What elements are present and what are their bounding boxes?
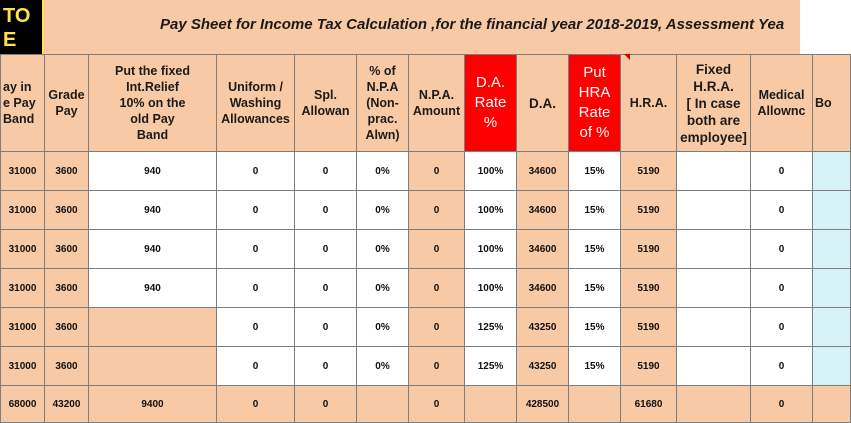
- cell-da[interactable]: 34600: [517, 269, 569, 308]
- cell-grade-pay[interactable]: 3600: [45, 230, 89, 269]
- cell-bonus[interactable]: [813, 347, 851, 386]
- total-uniform-washing: 0: [217, 386, 295, 423]
- cell-grade-pay[interactable]: 3600: [45, 152, 89, 191]
- cell-grade-pay[interactable]: 3600: [45, 347, 89, 386]
- cell-bonus[interactable]: [813, 230, 851, 269]
- cell-da-rate[interactable]: 125%: [465, 308, 517, 347]
- cell-pay-band[interactable]: 31000: [1, 230, 45, 269]
- col-npa-amount: N.P.A. Amount: [409, 55, 465, 152]
- cell-uniform-washing[interactable]: 0: [217, 269, 295, 308]
- title-band: [0, 0, 800, 55]
- cell-fixed-hra[interactable]: [677, 152, 751, 191]
- col-npa-percent: % of N.P.A (Non- prac. Alwn): [357, 55, 409, 152]
- cell-medical-allowance[interactable]: 0: [751, 308, 813, 347]
- cell-npa-percent[interactable]: 0%: [357, 308, 409, 347]
- total-int-relief: 9400: [89, 386, 217, 423]
- cell-spl-allowance[interactable]: 0: [295, 269, 357, 308]
- total-grade-pay: 43200: [45, 386, 89, 423]
- table-row: [1, 191, 851, 230]
- back-to-home-button[interactable]: [0, 0, 44, 54]
- cell-hra[interactable]: 5190: [621, 230, 677, 269]
- cell-npa-percent[interactable]: 0%: [357, 191, 409, 230]
- cell-pay-band[interactable]: 31000: [1, 269, 45, 308]
- total-spl-allowance: 0: [295, 386, 357, 423]
- cell-da-rate[interactable]: 100%: [465, 230, 517, 269]
- cell-int-relief[interactable]: 940: [89, 269, 217, 308]
- cell-medical-allowance[interactable]: 0: [751, 230, 813, 269]
- total-hra-rate: [569, 386, 621, 423]
- comment-marker: [624, 54, 630, 60]
- cell-fixed-hra[interactable]: [677, 230, 751, 269]
- cell-int-relief[interactable]: 940: [89, 191, 217, 230]
- table-row: [1, 152, 851, 191]
- cell-hra-rate[interactable]: 15%: [569, 191, 621, 230]
- cell-da-rate[interactable]: 100%: [465, 191, 517, 230]
- total-fixed-hra: [677, 386, 751, 423]
- cell-int-relief[interactable]: 940: [89, 230, 217, 269]
- cell-uniform-washing[interactable]: 0: [217, 308, 295, 347]
- table-row: [1, 347, 851, 386]
- total-pay-band: 68000: [1, 386, 45, 423]
- cell-npa-amount[interactable]: 0: [409, 269, 465, 308]
- cell-hra[interactable]: 5190: [621, 347, 677, 386]
- col-da-rate: D.A. Rate %: [465, 55, 517, 152]
- cell-fixed-hra[interactable]: [677, 347, 751, 386]
- cell-da-rate[interactable]: 100%: [465, 152, 517, 191]
- cell-hra-rate[interactable]: 15%: [569, 269, 621, 308]
- col-hra-rate: Put HRA Rate of %: [569, 55, 621, 152]
- cell-spl-allowance[interactable]: 0: [295, 308, 357, 347]
- cell-medical-allowance[interactable]: 0: [751, 191, 813, 230]
- total-bonus: [813, 386, 851, 423]
- cell-da-rate[interactable]: 100%: [465, 269, 517, 308]
- cell-hra-rate[interactable]: 15%: [569, 230, 621, 269]
- header-row: [1, 55, 851, 152]
- total-npa-percent: [357, 386, 409, 423]
- table-row: [1, 269, 851, 308]
- cell-spl-allowance[interactable]: 0: [295, 191, 357, 230]
- cell-fixed-hra[interactable]: [677, 308, 751, 347]
- col-uniform-washing: Uniform / Washing Allowances: [217, 55, 295, 152]
- cell-da[interactable]: 34600: [517, 152, 569, 191]
- cell-hra[interactable]: 5190: [621, 269, 677, 308]
- col-hra: H.R.A.: [621, 55, 677, 152]
- cell-npa-percent[interactable]: 0%: [357, 152, 409, 191]
- cell-pay-band[interactable]: 31000: [1, 347, 45, 386]
- total-medical-allowance: 0: [751, 386, 813, 423]
- cell-spl-allowance[interactable]: 0: [295, 230, 357, 269]
- col-da: D.A.: [517, 55, 569, 152]
- cell-fixed-hra[interactable]: [677, 191, 751, 230]
- cell-fixed-hra[interactable]: [677, 269, 751, 308]
- cell-uniform-washing[interactable]: 0: [217, 152, 295, 191]
- cell-uniform-washing[interactable]: 0: [217, 347, 295, 386]
- cell-da-rate[interactable]: 125%: [465, 347, 517, 386]
- cell-npa-percent[interactable]: 0%: [357, 230, 409, 269]
- cell-medical-allowance[interactable]: 0: [751, 269, 813, 308]
- cell-pay-band[interactable]: 31000: [1, 152, 45, 191]
- cell-npa-amount[interactable]: 0: [409, 191, 465, 230]
- cell-da[interactable]: 34600: [517, 230, 569, 269]
- cell-hra-rate[interactable]: 15%: [569, 347, 621, 386]
- cell-da[interactable]: 43250: [517, 308, 569, 347]
- cell-npa-amount[interactable]: 0: [409, 152, 465, 191]
- cell-bonus[interactable]: [813, 269, 851, 308]
- table-row: [1, 308, 851, 347]
- cell-grade-pay[interactable]: 3600: [45, 191, 89, 230]
- cell-hra-rate[interactable]: 15%: [569, 308, 621, 347]
- total-npa-amount: 0: [409, 386, 465, 423]
- cell-uniform-washing[interactable]: 0: [217, 191, 295, 230]
- col-grade-pay: Grade Pay: [45, 55, 89, 152]
- cell-npa-percent[interactable]: 0%: [357, 269, 409, 308]
- cell-pay-band[interactable]: 31000: [1, 191, 45, 230]
- cell-da[interactable]: 34600: [517, 191, 569, 230]
- cell-medical-allowance[interactable]: 0: [751, 152, 813, 191]
- cell-bonus[interactable]: [813, 308, 851, 347]
- cell-uniform-washing[interactable]: 0: [217, 230, 295, 269]
- cell-medical-allowance[interactable]: 0: [751, 347, 813, 386]
- col-bonus: Bo: [813, 55, 851, 152]
- cell-spl-allowance[interactable]: 0: [295, 347, 357, 386]
- table-row: [1, 230, 851, 269]
- col-medical-allowance: Medical Allownc: [751, 55, 813, 152]
- total-da: 428500: [517, 386, 569, 423]
- cell-npa-amount[interactable]: 0: [409, 347, 465, 386]
- cell-int-relief[interactable]: [89, 308, 217, 347]
- col-spl-allowance: Spl. Allowan: [295, 55, 357, 152]
- cell-int-relief[interactable]: [89, 347, 217, 386]
- back-button-line-2: E: [3, 29, 17, 51]
- cell-hra[interactable]: 5190: [621, 191, 677, 230]
- back-button-line-1: TO: [3, 5, 31, 27]
- cell-hra[interactable]: 5190: [621, 152, 677, 191]
- total-hra: 61680: [621, 386, 677, 423]
- cell-grade-pay[interactable]: 3600: [45, 269, 89, 308]
- cell-npa-amount[interactable]: 0: [409, 308, 465, 347]
- cell-hra-rate[interactable]: 15%: [569, 152, 621, 191]
- col-int-relief: Put the fixed Int.Relief 10% on the old Pay Band: [89, 55, 217, 152]
- col-fixed-hra: Fixed H.R.A. [ In case both are employee]: [677, 55, 751, 152]
- cell-hra[interactable]: 5190: [621, 308, 677, 347]
- cell-grade-pay[interactable]: 3600: [45, 308, 89, 347]
- cell-pay-band[interactable]: 31000: [1, 308, 45, 347]
- cell-int-relief[interactable]: 940: [89, 152, 217, 191]
- col-pay-band: ay in e Pay Band: [1, 55, 45, 152]
- cell-npa-percent[interactable]: 0%: [357, 347, 409, 386]
- cell-npa-amount[interactable]: 0: [409, 230, 465, 269]
- cell-spl-allowance[interactable]: 0: [295, 152, 357, 191]
- cell-bonus[interactable]: [813, 191, 851, 230]
- pay-table: [0, 54, 851, 423]
- totals-row: [1, 386, 851, 423]
- sheet-title: Pay Sheet for Income Tax Calculation ,for the financial year 2018-2019, Assessment Yea: [160, 16, 785, 33]
- cell-bonus[interactable]: [813, 152, 851, 191]
- total-da-rate: [465, 386, 517, 423]
- cell-da[interactable]: 43250: [517, 347, 569, 386]
